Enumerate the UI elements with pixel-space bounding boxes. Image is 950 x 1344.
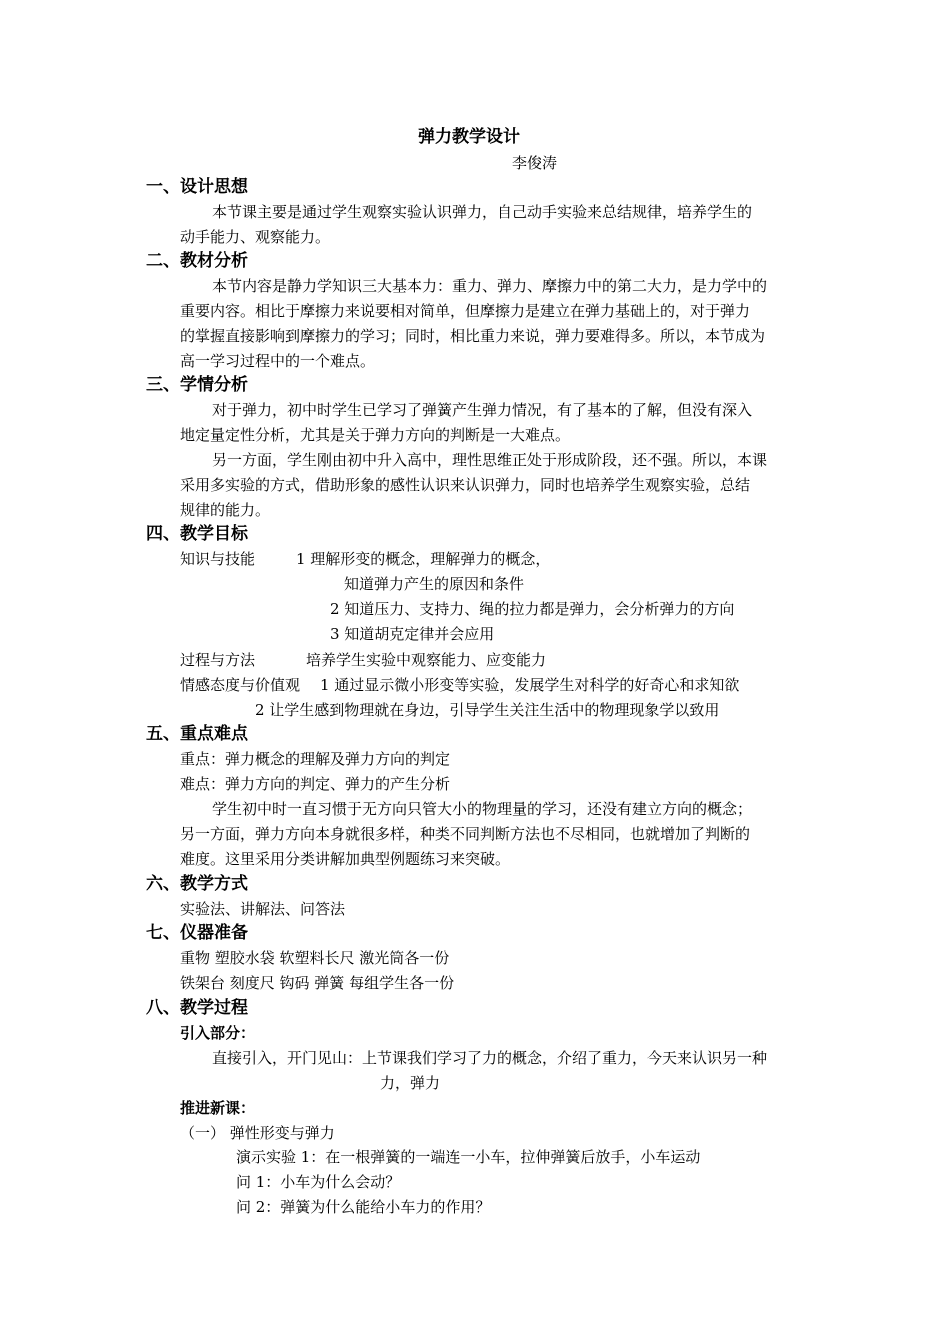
paragraph-line: 本节内容是静力学知识三大基本力：重力、弹力、摩擦力中的第二大力，是力学中的 [212, 277, 768, 295]
goal-item: 2 知道压力、支持力、绳的拉力都是弹力，会分析弹力的方向 [330, 600, 735, 618]
goal-item: 2 让学生感到物理就在身边，引导学生关注生活中的物理现象学以致用 [255, 701, 720, 719]
question-line: 问 1：小车为什么会动？ [236, 1173, 401, 1191]
paragraph-line: 高一学习过程中的一个难点。 [180, 352, 376, 370]
demo-line: 演示实验 1：在一根弹簧的一端连一小车，拉伸弹簧后放手，小车运动 [236, 1148, 701, 1166]
paragraph-line: 规律的能力。 [180, 501, 271, 519]
section-heading-material: 二、教材分析 [146, 251, 248, 271]
difficult-point: 难点：弹力方向的判定、弹力的产生分析 [180, 775, 451, 793]
paragraph-line: 重要内容。相比于摩擦力来说要相对简单，但摩擦力是建立在弹力基础上的，对于弹力 [180, 302, 751, 320]
paragraph-line: 另一方面，弹力方向本身就很多样，种类不同判断方法也不尽相同，也就增加了判断的 [180, 825, 751, 843]
section-heading-method: 六、教学方式 [146, 874, 248, 894]
part-one-label: （一） 弹性形变与弹力 [180, 1124, 335, 1142]
goal-item: 知道弹力产生的原因和条件 [344, 575, 525, 593]
section-heading-goals: 四、教学目标 [146, 524, 248, 544]
section-heading-equipment: 七、仪器准备 [146, 923, 248, 943]
section-heading-focus: 五、重点难点 [146, 724, 248, 744]
goal-item: 1 理解形变的概念，理解弹力的概念， [296, 550, 551, 568]
paragraph-line: 地定量定性分析，尤其是关于弹力方向的判断是一大难点。 [180, 426, 571, 444]
paragraph-line: 本节课主要是通过学生观察实验认识弹力，自己动手实验来总结规律，培养学生的 [212, 203, 753, 221]
goal-item: 1 通过显示微小形变等实验，发展学生对科学的好奇心和求知欲 [320, 676, 740, 694]
goal-item: 培养学生实验中观察能力、应变能力 [306, 651, 547, 669]
intro-label: 引入部分： [180, 1024, 256, 1042]
paragraph-line: 另一方面，学生刚由初中升入高中，理性思维正处于形成阶段，还不强。所以，本课 [212, 451, 768, 469]
section-heading-students: 三、学情分析 [146, 375, 248, 395]
question-line: 问 2：弹簧为什么能给小车力的作用？ [236, 1198, 491, 1216]
paragraph-line: 学生初中时一直习惯于无方向只管大小的物理量的学习，还没有建立方向的概念； [212, 800, 753, 818]
goal-label-emotion: 情感态度与价值观 [180, 676, 301, 694]
document-author: 李俊涛 [512, 154, 558, 172]
document-title: 弹力教学设计 [418, 127, 520, 147]
paragraph-line: 对于弹力，初中时学生已学习了弹簧产生弹力情况，有了基本的了解，但没有深入 [212, 401, 753, 419]
paragraph-line: 采用多实验的方式，借助形象的感性认识来认识弹力，同时也培养学生观察实验，总结 [180, 476, 751, 494]
method-text: 实验法、讲解法、问答法 [180, 900, 346, 918]
paragraph-line: 力，弹力 [380, 1074, 441, 1092]
paragraph-line: 难度。这里采用分类讲解加典型例题练习来突破。 [180, 850, 511, 868]
key-point: 重点：弹力概念的理解及弹力方向的判定 [180, 750, 451, 768]
goal-item: 3 知道胡克定律并会应用 [330, 625, 495, 643]
section-heading-design: 一、设计思想 [146, 177, 248, 197]
section-heading-process: 八、教学过程 [146, 998, 248, 1018]
paragraph-line: 直接引入，开门见山：上节课我们学习了力的概念，介绍了重力，今天来认识另一种 [212, 1049, 768, 1067]
paragraph-line: 的掌握直接影响到摩擦力的学习；同时，相比重力来说，弹力要难得多。所以，本节成为 [180, 327, 766, 345]
equipment-line: 铁架台 刻度尺 钩码 弹簧 每组学生各一份 [180, 974, 455, 992]
advance-label: 推进新课： [180, 1099, 256, 1117]
goal-label-process: 过程与方法 [180, 651, 256, 669]
paragraph-line: 动手能力、观察能力。 [180, 228, 331, 246]
equipment-line: 重物 塑胶水袋 软塑料长尺 激光筒各一份 [180, 949, 450, 967]
goal-label-knowledge: 知识与技能 [180, 550, 256, 568]
